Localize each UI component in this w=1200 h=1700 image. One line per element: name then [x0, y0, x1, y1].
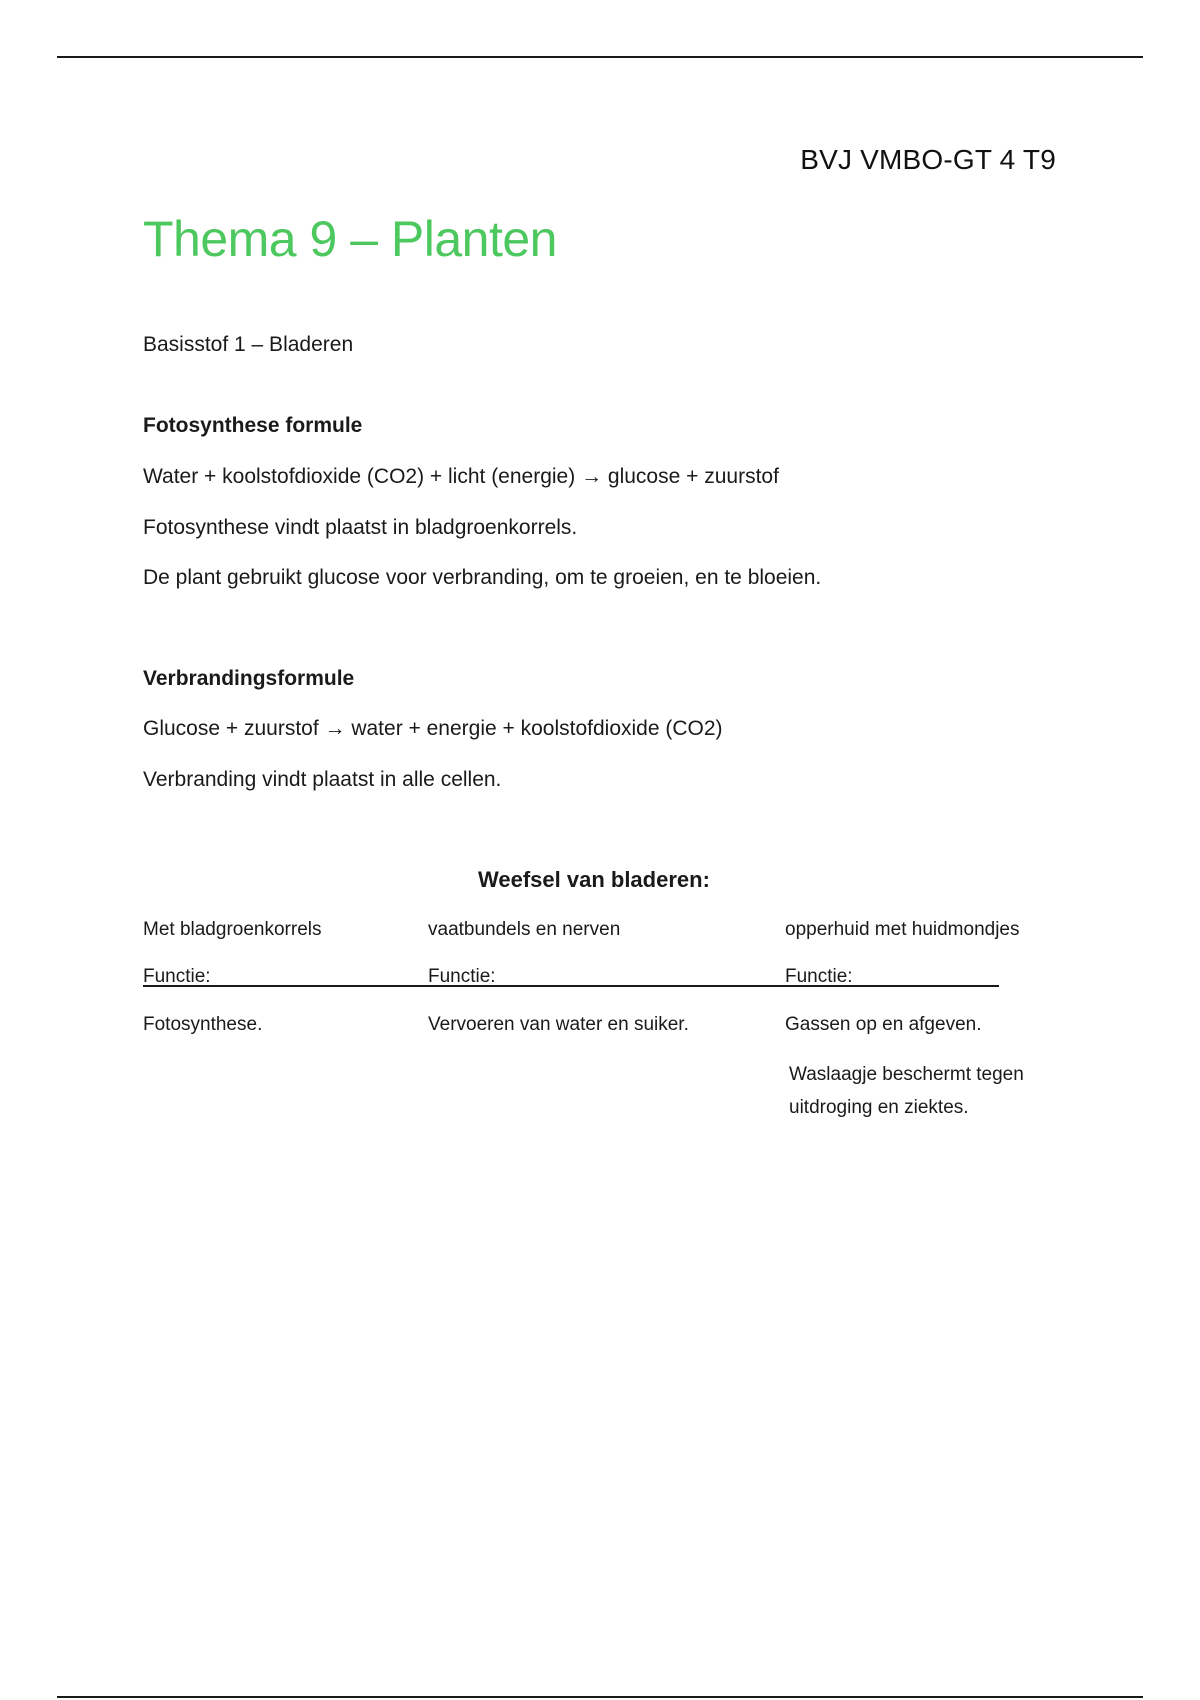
waslaagje-note: Waslaagje beschermt tegen uitdroging en ziektes.: [789, 1064, 1024, 1118]
document-code: BVJ VMBO-GT 4 T9: [800, 144, 1056, 175]
fotosynthese-formula: Water + koolstofdioxide (CO2) + licht (energie) → glucose + zuurstof: [143, 465, 779, 488]
verbranding-heading: Verbrandingsformule: [143, 667, 355, 690]
weefsel-column-name: opperhuid met huidmondjes: [785, 919, 1020, 940]
weefsel-column-function: Vervoeren van water en suiker.: [428, 1014, 689, 1035]
verbranding-location: Verbranding vindt plaatst in alle cellen.: [143, 768, 502, 791]
weefsel-column-name: Met bladgroenkorrels: [143, 919, 322, 940]
weefsel-column-function: Fotosynthese.: [143, 1014, 263, 1035]
functie-underline: [143, 985, 999, 987]
weefsel-column-function: Gassen op en afgeven.: [785, 1014, 982, 1035]
verbranding-formula: Glucose + zuurstof → water + energie + koolstofdioxide (CO2): [143, 717, 723, 740]
basisstof-label: Basisstof 1 – Bladeren: [143, 333, 354, 356]
weefsel-column-label: Functie:: [785, 966, 853, 987]
fotosynthese-location: Fotosynthese vindt plaatst in bladgroenkorrels.: [143, 516, 578, 539]
weefsel-title: Weefsel van bladeren:: [478, 867, 710, 892]
fotosynthese-heading: Fotosynthese formule: [143, 414, 363, 437]
fotosynthese-usage: De plant gebruikt glucose voor verbranding, om te groeien, en te bloeien.: [143, 566, 822, 589]
weefsel-column-label: Functie:: [143, 966, 211, 987]
page-title: Thema 9 – Planten: [143, 211, 557, 267]
top-rule: [57, 56, 1143, 58]
weefsel-column-label: Functie:: [428, 966, 496, 987]
bottom-rule: [57, 1696, 1143, 1698]
weefsel-column-name: vaatbundels en nerven: [428, 919, 621, 940]
